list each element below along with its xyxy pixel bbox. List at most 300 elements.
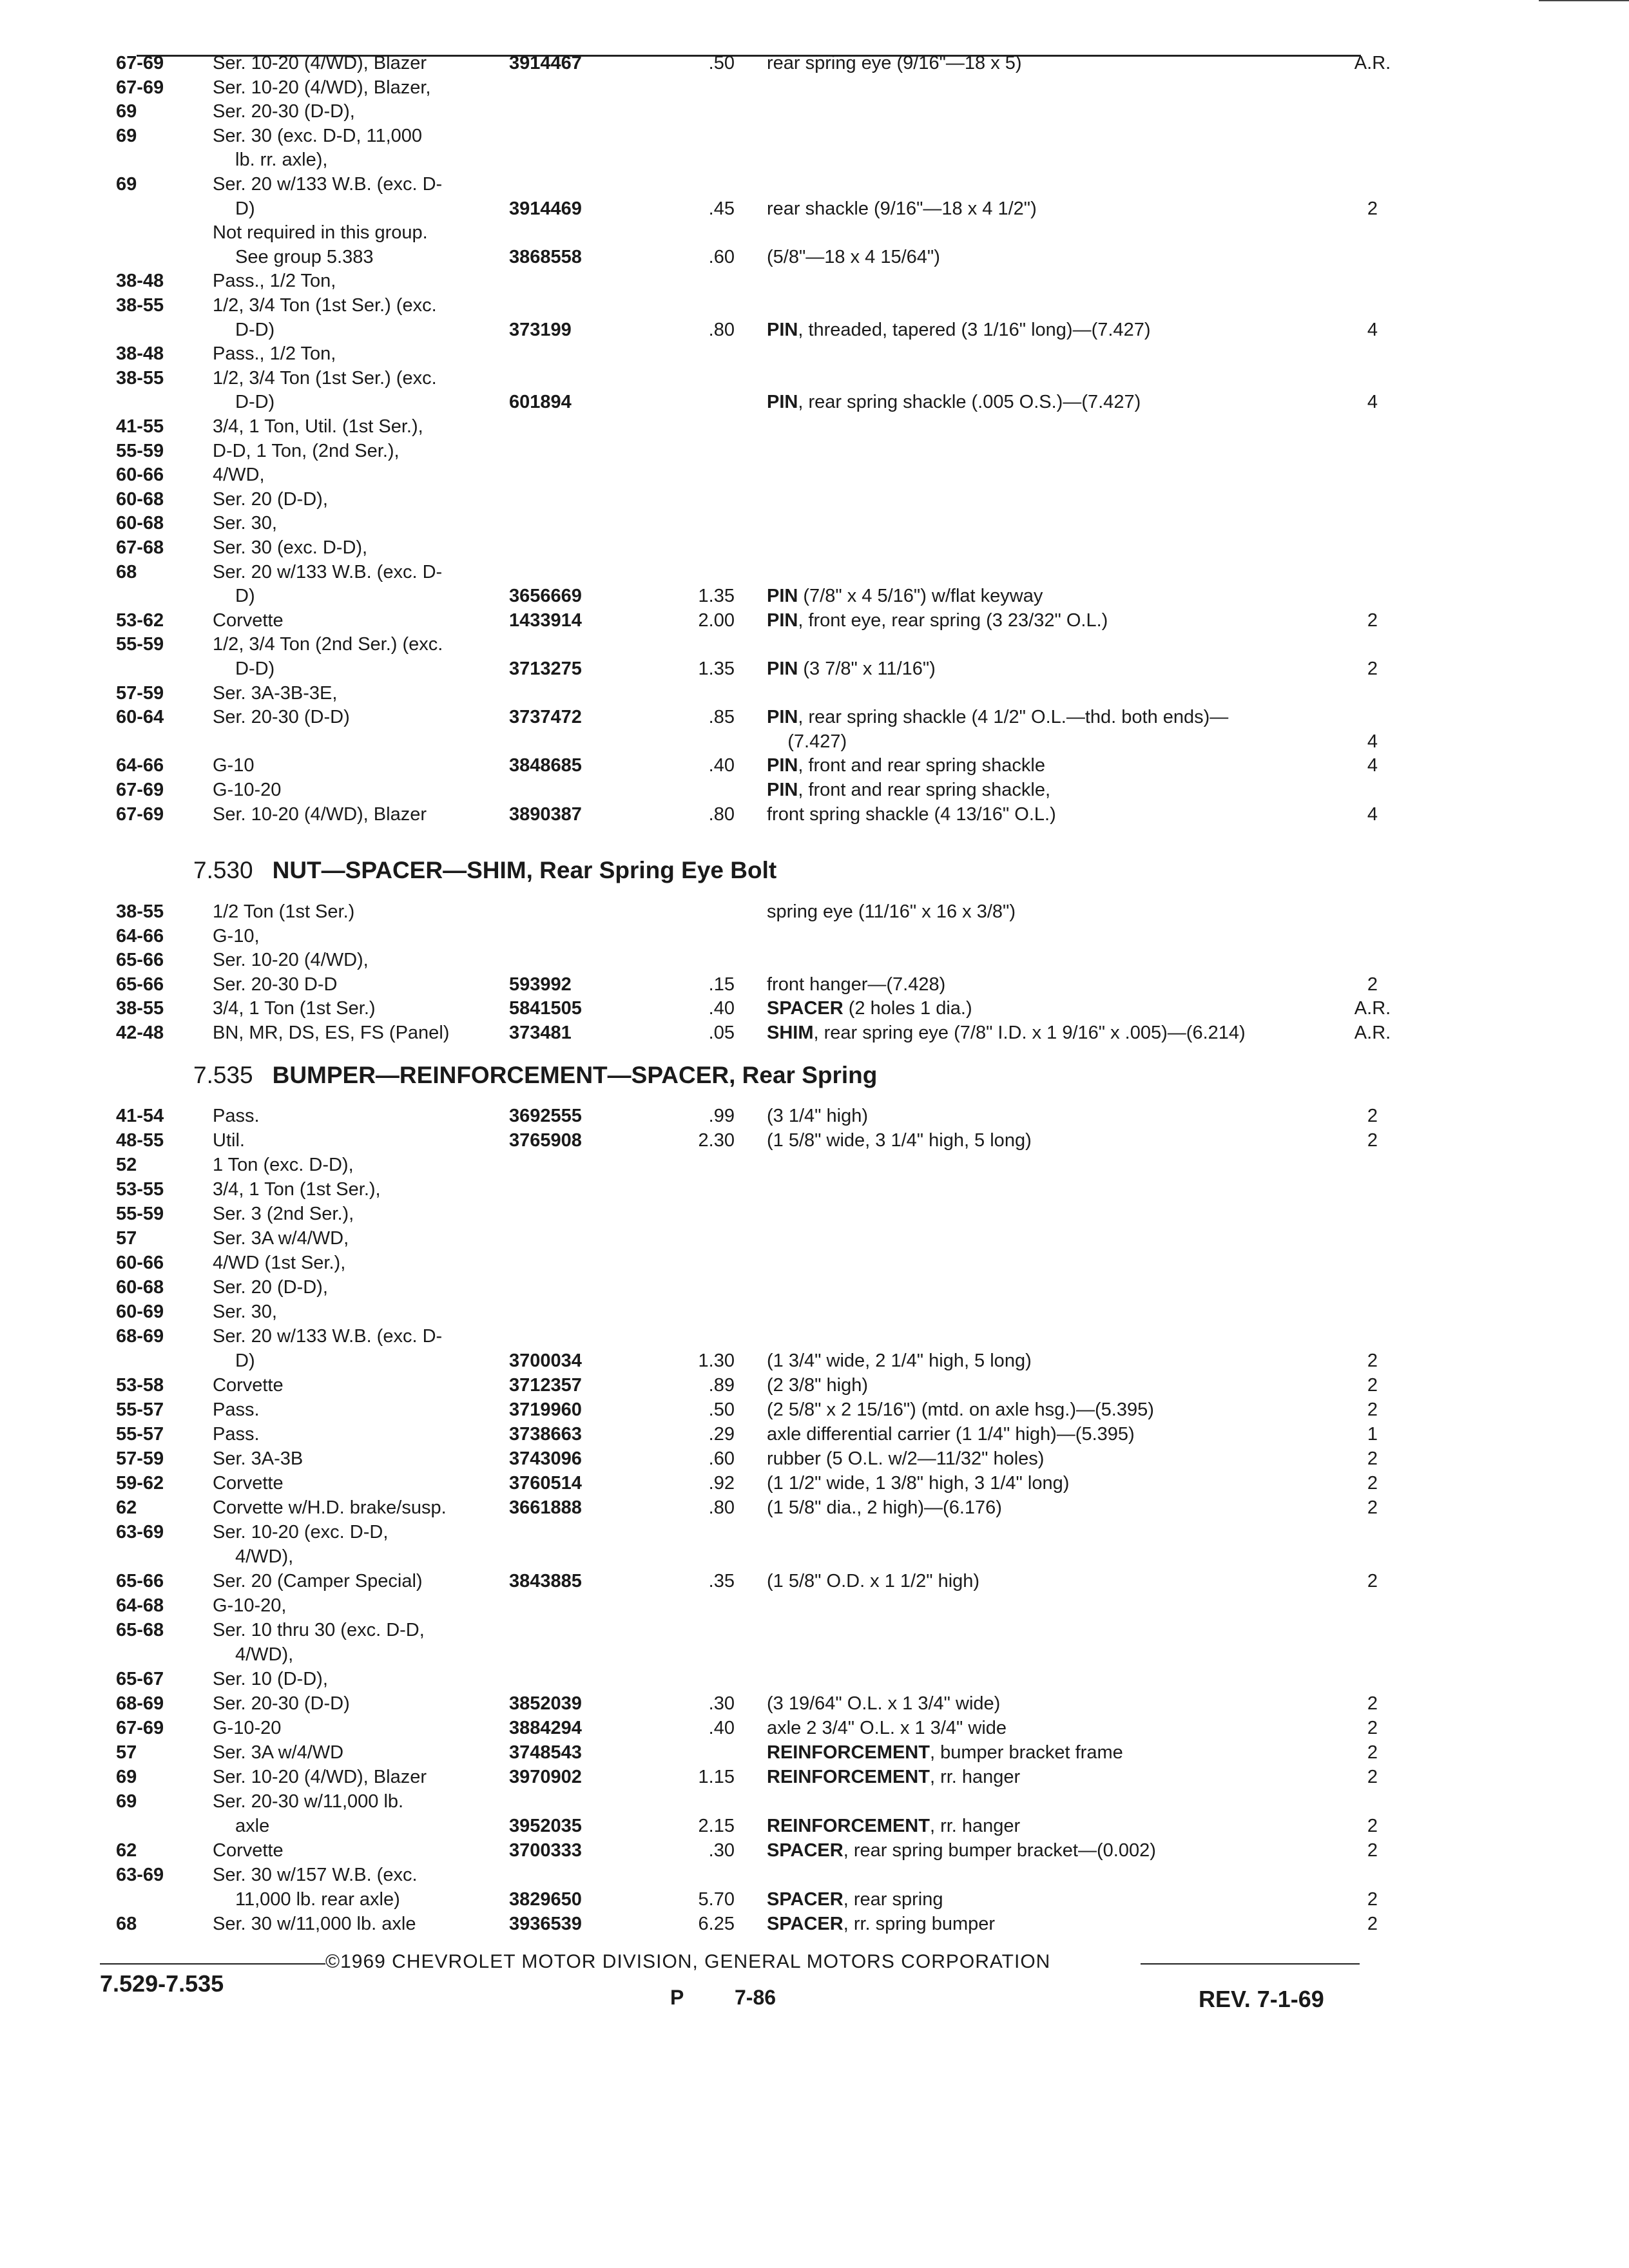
model-years: 67-69	[116, 53, 164, 73]
quantity: 2	[1367, 610, 1378, 631]
description: PIN, rear spring shackle (.005 O.S.)—(7.427)	[767, 392, 1141, 413]
application: 4/WD,	[213, 465, 265, 486]
application: Pass., 1/2 Ton,	[213, 343, 336, 365]
application: Ser. 3A w/4/WD	[213, 1742, 344, 1763]
parts-row	[0, 1299, 1629, 1325]
application: Ser. 20-30 w/11,000 lb.	[213, 1791, 404, 1812]
model-years: 67-69	[116, 803, 164, 825]
quantity: 2	[1367, 1375, 1378, 1396]
price: .35	[708, 1571, 735, 1591]
model-years: 69	[116, 1767, 137, 1787]
model-years: 57	[116, 1228, 137, 1249]
model-years: 67-69	[116, 77, 164, 98]
part-number: 3700034	[509, 1350, 582, 1371]
application: Not required in this group.	[213, 222, 428, 244]
description: PIN, front eye, rear spring (3 23/32" O.L.)	[767, 610, 1108, 631]
parts-row	[0, 1887, 1629, 1912]
application: G-10-20	[213, 1718, 282, 1738]
description: PIN (7/8" x 4 5/16") w/flat keyway	[767, 586, 1043, 607]
description: SPACER, rr. spring bumper	[767, 1914, 996, 1934]
model-years: 67-69	[116, 780, 164, 800]
quantity: 2	[1367, 1914, 1378, 1934]
application: Ser. 20 (Camper Special)	[213, 1571, 423, 1591]
part-number: 3884294	[509, 1718, 582, 1738]
section-number: 7.535	[193, 1062, 253, 1088]
model-years: 67-68	[116, 537, 164, 558]
application: Corvette	[213, 1375, 284, 1396]
application: Corvette	[213, 1840, 284, 1861]
model-years: 65-66	[116, 974, 164, 995]
part-number: 373199	[509, 319, 572, 340]
quantity: 2	[1367, 974, 1378, 995]
quantity: 2	[1367, 1497, 1378, 1518]
parts-row	[0, 535, 1629, 561]
description: rear shackle (9/16"—18 x 4 1/2")	[767, 198, 1037, 219]
application: Ser. 30,	[213, 1302, 277, 1322]
quantity: 4	[1367, 755, 1378, 776]
application: 1/2, 3/4 Ton (2nd Ser.) (exc.	[213, 634, 443, 655]
application: Corvette	[213, 610, 284, 631]
parts-row	[0, 389, 1629, 415]
parts-row	[0, 1470, 1629, 1496]
part-number: 3829650	[509, 1889, 582, 1910]
price: .80	[708, 803, 735, 825]
model-years: 38-55	[116, 295, 164, 316]
parts-row	[0, 414, 1629, 439]
model-years: 38-55	[116, 901, 164, 922]
description: axle differential carrier (1 1/4" high)—(5.395)	[767, 1424, 1135, 1445]
model-years: 68	[116, 1914, 137, 1934]
parts-row	[0, 1103, 1629, 1129]
price: .80	[708, 319, 735, 340]
model-years: 60-68	[116, 488, 164, 510]
price: .05	[708, 1022, 735, 1043]
price: 1.30	[698, 1350, 735, 1371]
application-cont: D)	[235, 586, 255, 607]
parts-row	[0, 947, 1629, 973]
application: 1/2 Ton (1st Ser.)	[213, 901, 355, 922]
description: rubber (5 O.L. w/2—11/32" holes)	[767, 1448, 1045, 1469]
quantity: 2	[1367, 1473, 1378, 1494]
part-number: 3848685	[509, 755, 582, 776]
price: 2.15	[698, 1816, 735, 1836]
model-years: 53-62	[116, 610, 164, 631]
parts-row	[0, 995, 1629, 1021]
model-years: 38-48	[116, 343, 164, 365]
parts-row	[0, 99, 1629, 124]
parts-row	[0, 220, 1629, 245]
parts-row	[0, 656, 1629, 682]
price: .50	[708, 53, 735, 73]
application: Corvette w/H.D. brake/susp.	[213, 1497, 447, 1518]
parts-row	[0, 1617, 1629, 1643]
application: Ser. 30 w/157 W.B. (exc.	[213, 1865, 418, 1885]
description: (1 5/8" wide, 3 1/4" high, 5 long)	[767, 1130, 1032, 1151]
description: (1 3/4" wide, 2 1/4" high, 5 long)	[767, 1350, 1032, 1371]
description: (3 19/64" O.L. x 1 3/4" wide)	[767, 1693, 1001, 1714]
model-years: 55-57	[116, 1424, 164, 1445]
part-number: 601894	[509, 392, 572, 413]
quantity: A.R.	[1354, 1022, 1391, 1043]
quantity: 2	[1367, 1889, 1378, 1910]
parts-row	[0, 1348, 1629, 1374]
model-years: 55-57	[116, 1399, 164, 1420]
quantity: 2	[1367, 1718, 1378, 1738]
application: 1/2, 3/4 Ton (1st Ser.) (exc.	[213, 367, 437, 389]
parts-row	[0, 704, 1629, 730]
application: G-10-20,	[213, 1595, 287, 1616]
model-years: 65-68	[116, 1620, 164, 1640]
model-years: 53-55	[116, 1179, 164, 1200]
parts-row	[0, 559, 1629, 585]
application: Ser. 10-20 (4/WD), Blazer,	[213, 77, 431, 98]
parts-row	[0, 510, 1629, 536]
application: 3/4, 1 Ton, Util. (1st Ser.),	[213, 416, 423, 437]
application: Ser. 30 (exc. D-D, 11,000	[213, 125, 423, 146]
price: 1.35	[698, 658, 735, 679]
application: Ser. 20-30 (D-D),	[213, 101, 355, 122]
quantity: 2	[1367, 1742, 1378, 1763]
application-cont: 4/WD),	[235, 1644, 294, 1665]
parts-row	[0, 1201, 1629, 1227]
model-years: 64-66	[116, 755, 164, 776]
model-years: 60-66	[116, 465, 164, 486]
price: .92	[708, 1473, 735, 1494]
parts-row	[0, 1813, 1629, 1839]
description: REINFORCEMENT, bumper bracket frame	[767, 1742, 1123, 1763]
model-years: 55-59	[116, 1204, 164, 1224]
parts-row	[0, 341, 1629, 367]
parts-row	[0, 1544, 1629, 1570]
application: G-10,	[213, 925, 260, 947]
quantity: 4	[1367, 392, 1378, 413]
parts-row	[0, 317, 1629, 343]
parts-row	[0, 268, 1629, 294]
parts-row	[0, 1764, 1629, 1790]
parts-row	[0, 365, 1629, 391]
application: Ser. 20 w/133 W.B. (exc. D-	[213, 561, 443, 582]
model-years: 65-66	[116, 1571, 164, 1591]
parts-row	[0, 1838, 1629, 1863]
application-cont: D-D)	[235, 392, 275, 413]
description: rear spring eye (9/16"—18 x 5)	[767, 53, 1022, 73]
price: .30	[708, 1840, 735, 1861]
application: D-D, 1 Ton, (2nd Ser.),	[213, 440, 400, 461]
application: G-10	[213, 755, 255, 776]
parts-row	[0, 1495, 1629, 1521]
application: Ser. 20-30 (D-D)	[213, 1693, 350, 1714]
application: 1/2, 3/4 Ton (1st Ser.) (exc.	[213, 295, 437, 316]
model-years: 42-48	[116, 1022, 164, 1043]
part-number: 593992	[509, 974, 572, 995]
description: SPACER (2 holes 1 dia.)	[767, 998, 972, 1019]
model-years: 68-69	[116, 1326, 164, 1347]
application: Ser. 30 w/11,000 lb. axle	[213, 1914, 416, 1934]
parts-row	[0, 1152, 1629, 1178]
quantity: 2	[1367, 1399, 1378, 1420]
price: .60	[708, 246, 735, 267]
parts-row	[0, 1691, 1629, 1716]
description: PIN, front and rear spring shackle	[767, 755, 1045, 776]
part-number: 3843885	[509, 1571, 582, 1591]
model-years: 62	[116, 1497, 137, 1518]
parts-row	[0, 1862, 1629, 1888]
application-cont: See group 5.383	[235, 246, 374, 267]
parts-row	[0, 1593, 1629, 1619]
price: .45	[708, 198, 735, 219]
parts-row	[0, 923, 1629, 949]
part-number: 3700333	[509, 1840, 582, 1861]
part-number: 3914469	[509, 198, 582, 219]
description: front spring shackle (4 13/16" O.L.)	[767, 803, 1056, 825]
quantity: 2	[1367, 1106, 1378, 1126]
footer-copyright: ©1969 CHEVROLET MOTOR DIVISION, GENERAL MOTORS CORPORATION	[325, 1951, 1051, 1972]
quantity: 2	[1367, 1448, 1378, 1469]
model-years: 52	[116, 1155, 137, 1175]
application: Pass.	[213, 1399, 260, 1420]
application-cont: 11,000 lb. rear axle)	[235, 1889, 400, 1910]
application: 1 Ton (exc. D-D),	[213, 1155, 354, 1175]
application: G-10-20	[213, 780, 282, 800]
parts-row	[0, 1642, 1629, 1667]
application-cont: lb. rr. axle),	[235, 149, 328, 171]
parts-row	[0, 438, 1629, 464]
parts-row	[0, 608, 1629, 633]
application: Ser. 20 w/133 W.B. (exc. D-	[213, 1326, 443, 1347]
part-number: 3661888	[509, 1497, 582, 1518]
application: Ser. 20-30 D-D	[213, 974, 338, 995]
model-years: 64-68	[116, 1595, 164, 1616]
model-years: 64-66	[116, 925, 164, 947]
quantity: 1	[1367, 1424, 1378, 1445]
parts-row	[0, 171, 1629, 197]
part-number: 3743096	[509, 1448, 582, 1469]
parts-row	[0, 147, 1629, 173]
parts-row	[0, 50, 1629, 76]
application: Ser. 10 (D-D),	[213, 1669, 328, 1689]
parts-row	[0, 1397, 1629, 1423]
description: REINFORCEMENT, rr. hanger	[767, 1767, 1021, 1787]
application: Pass., 1/2 Ton,	[213, 271, 336, 292]
description: PIN, rear spring shackle (4 1/2" O.L.—thd. both ends)—	[767, 707, 1229, 728]
application: Pass.	[213, 1106, 260, 1126]
application: Ser. 3A-3B-3E,	[213, 682, 338, 704]
quantity: 2	[1367, 1816, 1378, 1836]
price: 2.30	[698, 1130, 735, 1151]
part-number: 3936539	[509, 1914, 582, 1934]
model-years: 69	[116, 101, 137, 122]
price: .80	[708, 1497, 735, 1518]
application-cont: 4/WD),	[235, 1546, 294, 1567]
parts-row	[0, 631, 1629, 657]
model-years: 55-59	[116, 634, 164, 655]
description: (2 3/8" high)	[767, 1375, 868, 1396]
application-cont: axle	[235, 1816, 270, 1836]
parts-row	[0, 1911, 1629, 1937]
application: Ser. 10-20 (4/WD), Blazer	[213, 1767, 427, 1787]
model-years: 48-55	[116, 1130, 164, 1151]
part-number: 3748543	[509, 1742, 582, 1763]
description: PIN (3 7/8" x 11/16")	[767, 658, 936, 679]
quantity: 2	[1367, 1840, 1378, 1861]
application: 3/4, 1 Ton (1st Ser.)	[213, 998, 376, 1019]
parts-row	[0, 583, 1629, 609]
application: Ser. 20 w/133 W.B. (exc. D-	[213, 174, 443, 195]
application: Ser. 10-20 (4/WD), Blazer	[213, 53, 427, 73]
description: REINFORCEMENT, rr. hanger	[767, 1816, 1021, 1836]
description: PIN, front and rear spring shackle,	[767, 780, 1051, 800]
price: .50	[708, 1399, 735, 1420]
price: .40	[708, 1718, 735, 1738]
description: axle 2 3/4" O.L. x 1 3/4" wide	[767, 1718, 1007, 1738]
application: Ser. 30,	[213, 513, 277, 534]
description: SPACER, rear spring bumper bracket—(0.002)	[767, 1840, 1156, 1861]
description: (1 5/8" dia., 2 high)—(6.176)	[767, 1497, 1002, 1518]
parts-row	[0, 486, 1629, 512]
model-years: 69	[116, 125, 137, 146]
application-cont: D-D)	[235, 319, 275, 340]
part-number: 3760514	[509, 1473, 582, 1494]
quantity: 2	[1367, 1130, 1378, 1151]
application: Ser. 10-20 (4/WD),	[213, 950, 369, 970]
application: Ser. 3A-3B	[213, 1448, 304, 1469]
parts-row	[0, 1177, 1629, 1202]
application: Ser. 20 (D-D),	[213, 488, 328, 510]
application: Ser. 10-20 (4/WD), Blazer	[213, 803, 427, 825]
part-number: 3868558	[509, 246, 582, 267]
application: Ser. 20 (D-D),	[213, 1277, 328, 1298]
footer-rule-left	[100, 1963, 325, 1965]
application: Corvette	[213, 1473, 284, 1494]
model-years: 55-59	[116, 440, 164, 461]
price: .85	[708, 707, 735, 728]
model-years: 38-55	[116, 998, 164, 1019]
part-number: 3656669	[509, 586, 582, 607]
quantity: A.R.	[1354, 998, 1391, 1019]
parts-row	[0, 680, 1629, 706]
parts-row	[0, 75, 1629, 101]
section-heading-7-535	[193, 1062, 877, 1089]
parts-row	[0, 1789, 1629, 1814]
parts-row	[0, 1128, 1629, 1153]
price: .99	[708, 1106, 735, 1126]
part-number: 3737472	[509, 707, 582, 728]
description: SHIM, rear spring eye (7/8" I.D. x 1 9/16" x .005)—(6.214)	[767, 1022, 1246, 1043]
application: Ser. 3 (2nd Ser.),	[213, 1204, 354, 1224]
price: 5.70	[698, 1889, 735, 1910]
parts-row	[0, 244, 1629, 270]
price: .89	[708, 1375, 735, 1396]
model-years: 67-69	[116, 1718, 164, 1738]
parts-row	[0, 1323, 1629, 1349]
price: 6.25	[698, 1914, 735, 1934]
part-number: 3738663	[509, 1424, 582, 1445]
part-number: 3914467	[509, 53, 582, 73]
quantity: 2	[1367, 658, 1378, 679]
model-years: 69	[116, 1791, 137, 1812]
part-number: 3970902	[509, 1767, 582, 1787]
parts-row	[0, 1519, 1629, 1545]
application: Ser. 30 (exc. D-D),	[213, 537, 368, 558]
price: 1.35	[698, 586, 735, 607]
parts-row	[0, 123, 1629, 149]
parts-row	[0, 1225, 1629, 1251]
application: Ser. 10 thru 30 (exc. D-D,	[213, 1620, 425, 1640]
description: (1 1/2" wide, 1 3/8" high, 3 1/4" long)	[767, 1473, 1070, 1494]
quantity: 4	[1367, 319, 1378, 340]
application: Util.	[213, 1130, 245, 1151]
footer-range: 7.529-7.535	[100, 1970, 224, 1997]
model-years: 60-69	[116, 1302, 164, 1322]
quantity: 2	[1367, 1767, 1378, 1787]
footer-p-label: P	[670, 1986, 684, 2009]
quantity: 2	[1367, 1693, 1378, 1714]
price: 1.15	[698, 1767, 735, 1787]
model-years: 38-48	[116, 271, 164, 292]
model-years: 68	[116, 561, 137, 582]
parts-row	[0, 802, 1629, 827]
model-years: 59-62	[116, 1473, 164, 1494]
price: .60	[708, 1448, 735, 1469]
price: .40	[708, 998, 735, 1019]
footer-rule-right	[1141, 1963, 1360, 1965]
model-years: 60-68	[116, 513, 164, 534]
section-title: NUT—SPACER—SHIM, Rear Spring Eye Bolt	[272, 857, 777, 883]
footer-page-number: 7-86	[735, 1986, 776, 2009]
part-number: 3765908	[509, 1130, 582, 1151]
price: .30	[708, 1693, 735, 1714]
model-years: 60-68	[116, 1277, 164, 1298]
application: 3/4, 1 Ton (1st Ser.),	[213, 1179, 381, 1200]
model-years: 57-59	[116, 682, 164, 704]
quantity: 2	[1367, 1571, 1378, 1591]
model-years: 57-59	[116, 1448, 164, 1469]
part-number: 1433914	[509, 610, 582, 631]
application-cont: D)	[235, 1350, 255, 1371]
quantity: 2	[1367, 198, 1378, 219]
description: PIN, threaded, tapered (3 1/16" long)—(7.427)	[767, 319, 1151, 340]
parts-row	[0, 729, 1629, 754]
application: 4/WD (1st Ser.),	[213, 1253, 346, 1273]
part-number: 3890387	[509, 803, 582, 825]
quantity: 4	[1367, 731, 1378, 752]
part-number: 3692555	[509, 1106, 582, 1126]
price: 2.00	[698, 610, 735, 631]
description: (2 5/8" x 2 15/16") (mtd. on axle hsg.)—(5.395)	[767, 1399, 1154, 1420]
part-number: 3852039	[509, 1693, 582, 1714]
parts-row	[0, 753, 1629, 778]
application: Pass.	[213, 1424, 260, 1445]
model-years: 62	[116, 1840, 137, 1861]
application-cont: D-D)	[235, 658, 275, 679]
description: spring eye (11/16" x 16 x 3/8")	[767, 901, 1016, 922]
model-years: 69	[116, 174, 137, 195]
parts-row	[0, 1446, 1629, 1472]
parts-row	[0, 1250, 1629, 1276]
parts-row	[0, 1274, 1629, 1300]
parts-row	[0, 1020, 1629, 1046]
application: Ser. 10-20 (exc. D-D,	[213, 1522, 389, 1542]
model-years: 41-54	[116, 1106, 164, 1126]
parts-row	[0, 462, 1629, 488]
section-title: BUMPER—REINFORCEMENT—SPACER, Rear Spring	[272, 1062, 878, 1088]
description: (7.427)	[767, 731, 847, 752]
model-years: 41-55	[116, 416, 164, 437]
part-number: 3952035	[509, 1816, 582, 1836]
quantity: A.R.	[1354, 53, 1391, 73]
model-years: 60-66	[116, 1253, 164, 1273]
application-cont: D)	[235, 198, 255, 219]
